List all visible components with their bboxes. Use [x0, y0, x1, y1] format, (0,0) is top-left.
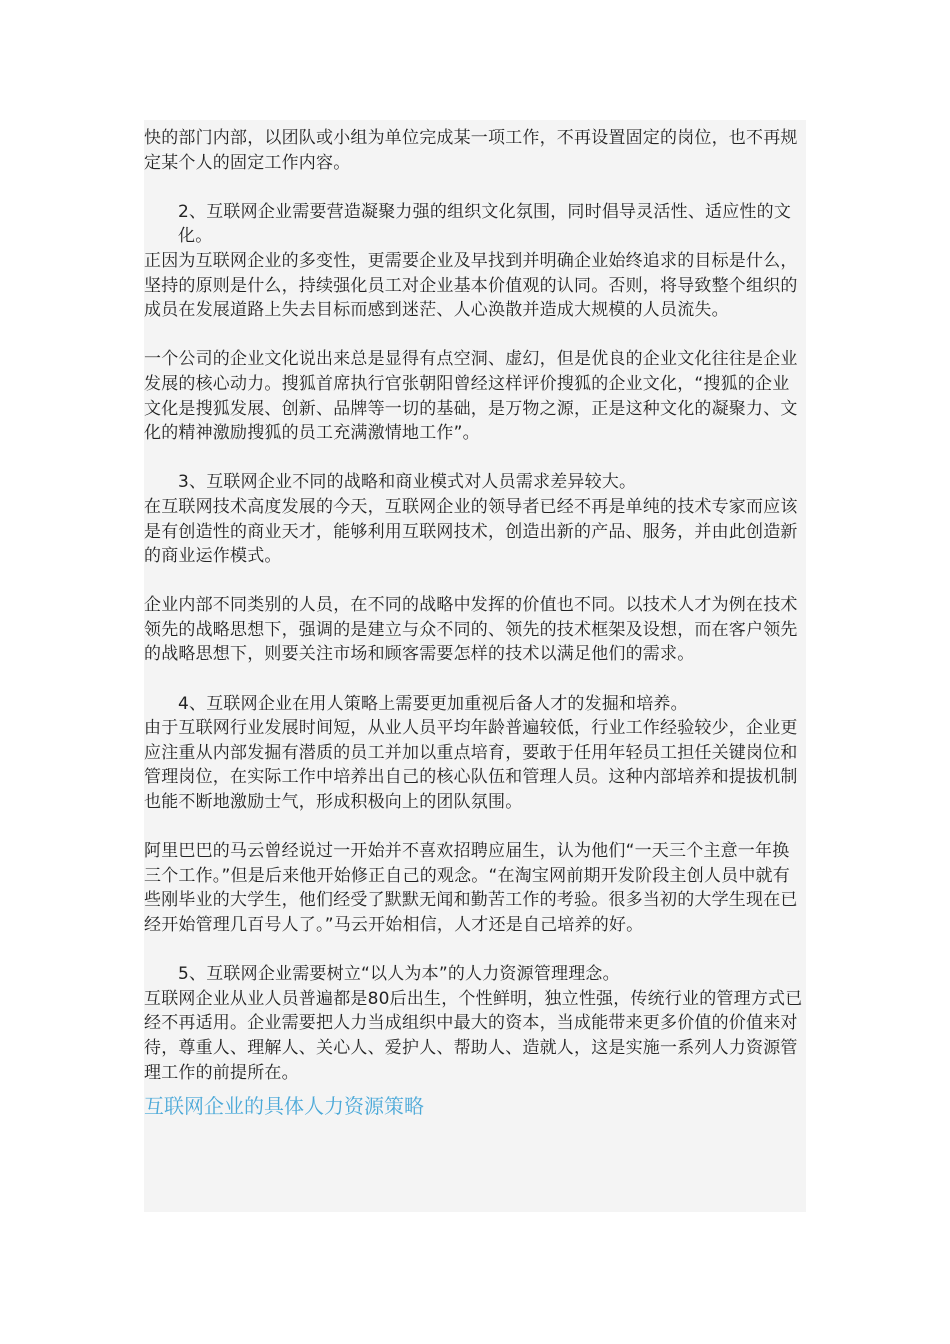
numbered-heading: 2、互联网企业需要营造凝聚力强的组织文化氛围，同时倡导灵活性、适应性的文化。 [178, 201, 792, 247]
paragraph-gap [144, 446, 806, 471]
numbered-heading: 4、互联网企业在用人策略上需要更加重视后备人才的发掘和培养。 [178, 693, 688, 714]
paragraph-text: 企业内部不同类别的人员，在不同的战略中发挥的价值也不同。以技术人才为例在技术领先的战略思想下，强调的是建立与众不同的、领先的技术框架及设想，而在客户领先的战略思想下，则要关注市场和顾客需要怎样的技术以满足他们的需求。 [144, 595, 798, 665]
numbered-heading: 3、互联网企业不同的战略和商业模式对人员需求差异较大。 [178, 472, 637, 493]
paragraph-gap [144, 938, 806, 963]
paragraph-text: 一个公司的企业文化说出来总是显得有点空洞、虚幻，但是优良的企业文化往往是企业发展的核心动力。搜狐首席执行官张朝阳曾经这样评价搜狐的企业文化，“搜狐的企业文化是搜狐发展、创新、品牌等一切的基础，是万物之源，正是这种文化的凝聚力、文化的精神激励搜狐的员工充满激情地工作”。 [144, 349, 798, 444]
document-body [144, 120, 806, 1212]
paragraph-gap [144, 323, 806, 348]
paragraph-text: 在互联网技术高度发展的今天，互联网企业的领导者已经不再是单纯的技术专家而应该是有创造性的商业天才，能够利用互联网技术，创造出新的产品、服务，并由此创造新的商业运作模式。 [144, 496, 798, 567]
paragraph-gap [144, 569, 806, 594]
paragraph-text: 互联网企业从业人员普遍都是80后出生，个性鲜明，独立性强，传统行业的管理方式已经不再适用。企业需要把人力当成组织中最大的资本，当成能带来更多价值的价值来对待，尊重人、理解人、关心人、爱护人、帮助人、造就人，这是实施一系列人力资源管理工作的前提所在。 [144, 988, 803, 1083]
paragraph-gap [144, 175, 806, 200]
paragraph-text: 由于互联网行业发展时间短，从业人员平均年龄普遍较低，行业工作经验较少，企业更应注重从内部发掘有潜质的员工并加以重点培育，要敢于任用年轻员工担任关键岗位和管理岗位，在实际工作中培养出自己的核心队伍和管理人员。这种内部培养和提拔机制也能不断地激励士气，形成积极向上的团队氛围。 [144, 718, 798, 813]
paragraph-text: 正因为互联网企业的多变性，更需要企业及早找到并明确企业始终追求的目标是什么，坚持的原则是什么，持续强化员工对企业基本价值观的认同。否则，将导致整个组织的成员在发展道路上失去目标而感到迷茫、人心涣散并造成大规模的人员流失。 [144, 250, 798, 321]
paragraph-text: 快的部门内部，以团队或小组为单位完成某一项工作，不再设置固定的岗位，也不再规定某个人的固定工作内容。 [144, 128, 798, 173]
section-title-link[interactable]: 互联网企业的具体人力资源策略 [144, 1094, 424, 1119]
paragraph-text: 阿里巴巴的马云曾经说过一开始并不喜欢招聘应届生，认为他们“一天三个主意一年换三个工作。”但是后来他开始修正自己的观念。“在淘宝网前期开发阶段主创人员中就有些刚毕业的大学生，他们经受了默默无闻和勤苦工作的考验。很多当初的大学生现在已经开始管理几百号人了。”马云开始相信，人才还是自己培养的好。 [144, 841, 798, 935]
paragraph-gap [144, 815, 806, 840]
paragraph-gap [144, 667, 806, 692]
numbered-heading: 5、互联网企业需要树立“以人为本”的人力资源管理理念。 [178, 964, 620, 985]
